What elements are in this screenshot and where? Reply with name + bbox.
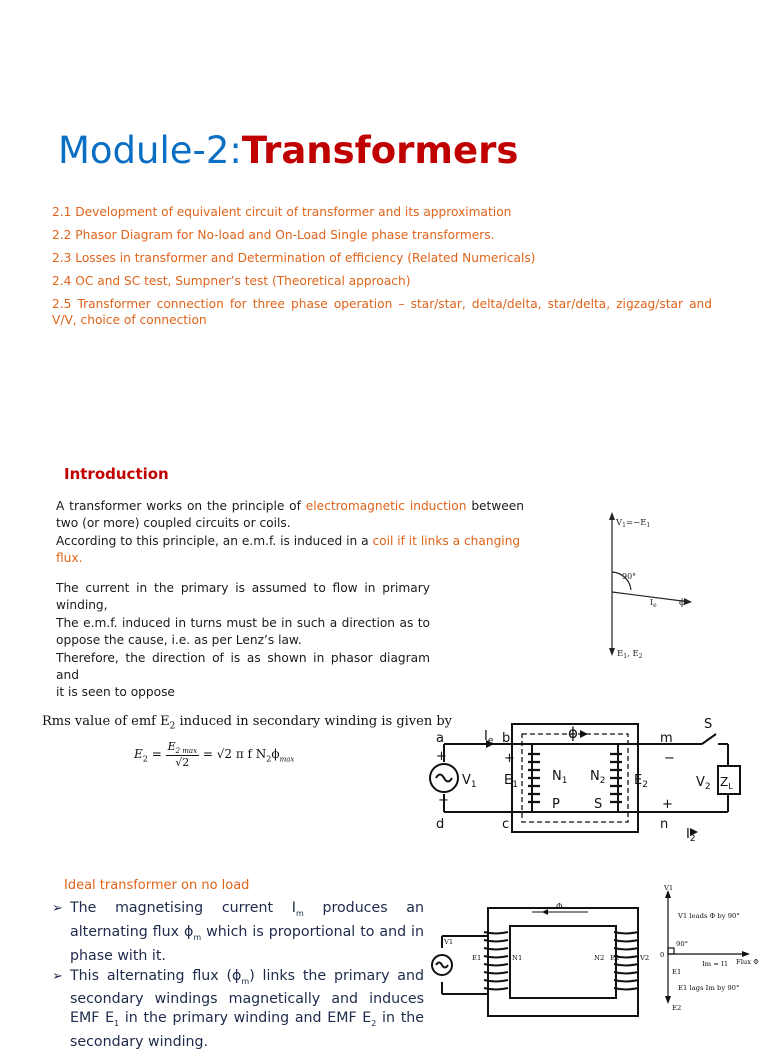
phasor-v1-label: V1 — [664, 884, 674, 892]
terminal-a: a — [436, 731, 444, 746]
e2-label: E2 — [610, 954, 620, 962]
intro-text: A transformer works on the principle of — [56, 499, 301, 513]
load-label: $Z_L$ — [720, 775, 733, 791]
phasor-e1-label: E1 — [672, 968, 682, 976]
flux-axis-label: Flux Φ — [736, 958, 759, 966]
phasor-e2-label: E2 — [672, 1004, 682, 1012]
primary-label: P — [552, 797, 560, 812]
intro-line: winding, — [56, 598, 108, 613]
highlight-electromagnetic-induction: electromagnetic induction — [305, 499, 467, 513]
e1-label: $E_1$ — [504, 773, 518, 790]
terminal-n: n — [660, 817, 669, 832]
terminal-d: d — [436, 817, 445, 832]
title-main: Transformers — [241, 129, 519, 172]
intro-line — [56, 498, 524, 515]
syllabus-list — [52, 204, 712, 335]
n1-label: $N_1$ — [552, 769, 568, 786]
intro-line: two (or more) coupled circuits or coils. — [56, 516, 291, 531]
intro-line: Therefore, the direction of is as shown in phasor diagram and — [56, 650, 430, 683]
terminal-b: b — [502, 731, 511, 746]
introduction-heading: Introduction — [64, 465, 169, 483]
bullet-item: ➢ This alternating flux $(\phi_m)$ links the primary and secondary windings magnetically and induces EMF $E_1$ in the primary winding and EMF $E_2$ in the secondary winding. — [52, 967, 424, 1051]
bullet-arrow-icon: ➢ — [52, 901, 63, 916]
intro-line: The current in the primary is assumed to flow in primary — [56, 581, 430, 595]
intro-paragraph-2 — [56, 580, 430, 702]
n2-label: $N_2$ — [590, 769, 606, 786]
e1-label: E1 — [472, 954, 482, 962]
emf-formula — [42, 702, 453, 777]
no-load-phasor-diagram — [592, 506, 702, 666]
syllabus-item: 2.4 OC and SC test, Sumpner’s test (Theoretical approach) — [52, 274, 411, 288]
ideal-transformer-diagram — [432, 882, 762, 1024]
flux-label: Φ — [556, 902, 563, 911]
formula-equation: $E_2$ = $E_{2 max}$ √2 = √2 π f $N_2\phi_{max}$ — [134, 740, 295, 770]
im-label: Im = I1 — [702, 960, 729, 968]
n1-label: N1 — [512, 954, 523, 962]
flux-label: ϕ — [568, 724, 578, 742]
syllabus-item: 2.5 Transformer connection for three phase operation – star/star, delta/delta, star/delta, zigzag/star and V/V, choice of connection — [52, 297, 712, 327]
intro-line: oppose the cause, i.e. as per Lenz’s law. — [56, 633, 302, 648]
secondary-label: S — [594, 797, 603, 812]
syllabus-item: 2.2 Phasor Diagram for No-load and On-Load Single phase transformers. — [52, 228, 495, 242]
origin-label: 0 — [660, 951, 665, 959]
bullet-arrow-icon: ➢ — [52, 968, 63, 984]
minus-sign: − — [438, 793, 449, 808]
intro-paragraph-1 — [56, 498, 524, 568]
phi-label: ϕ — [679, 598, 686, 608]
bullet-item: ➢ The magnetising current $I_m$ produces an alternating flux $\phi_m$ which is proportional to and in phase with it. — [52, 900, 424, 964]
intro-text: between — [471, 499, 525, 513]
ie-label: $I_e$ — [484, 729, 494, 746]
n2-label: N2 — [594, 954, 605, 962]
ie-label: $I_e$ — [650, 598, 657, 609]
angle-label: 90° — [676, 940, 689, 948]
terminal-c: c — [502, 817, 510, 832]
v1-leads-label: V1 leads Φ by 90° — [678, 912, 740, 920]
v2-label: $V_2$ — [696, 775, 711, 792]
syllabus-item: 2.3 Losses in transformer and Determination of efficiency (Related Numericals) — [52, 251, 536, 265]
plus-sign: + — [504, 751, 515, 766]
i2-label: $I_2$ — [686, 827, 696, 844]
plus-sign: + — [436, 749, 447, 764]
intro-line: it is seen to oppose — [56, 685, 175, 700]
title-prefix: Module-2: — [58, 129, 242, 172]
switch-label: S — [704, 717, 713, 732]
minus-sign: − — [664, 751, 675, 766]
e2-label: $E_2$ — [634, 773, 648, 790]
v1-label: $V_1=-E_1$ — [616, 518, 651, 529]
e1-lags-label: E1 lags Im by 90° — [678, 984, 740, 992]
v1-label: V1 — [444, 938, 454, 946]
intro-line — [56, 533, 524, 568]
terminal-m: m — [660, 731, 673, 746]
v1-label: $V_1$ — [462, 773, 477, 790]
formula-statement: Rms value of emf $E_2$ induced in secondary winding is given by — [42, 714, 453, 732]
page-title — [58, 128, 518, 174]
v2-label: V2 — [640, 954, 650, 962]
angle-label: 90° — [622, 572, 637, 581]
e-label: $E_1$, $E_2$ — [617, 649, 643, 660]
ideal-transformer-heading: Ideal transformer on no load — [64, 878, 250, 893]
transformer-circuit-diagram — [428, 704, 760, 844]
syllabus-item: 2.1 Development of equivalent circuit of transformer and its approximation — [52, 205, 512, 219]
ideal-transformer-bullets — [52, 899, 424, 1053]
plus-sign: + — [662, 797, 673, 812]
highlight-changing-flux: coil if it links a changing flux. — [56, 533, 521, 566]
intro-text: According to this principle, an e.m.f. is induced in a — [56, 533, 369, 548]
intro-line: The e.m.f. induced in turns must be in such a direction as to — [56, 615, 430, 630]
